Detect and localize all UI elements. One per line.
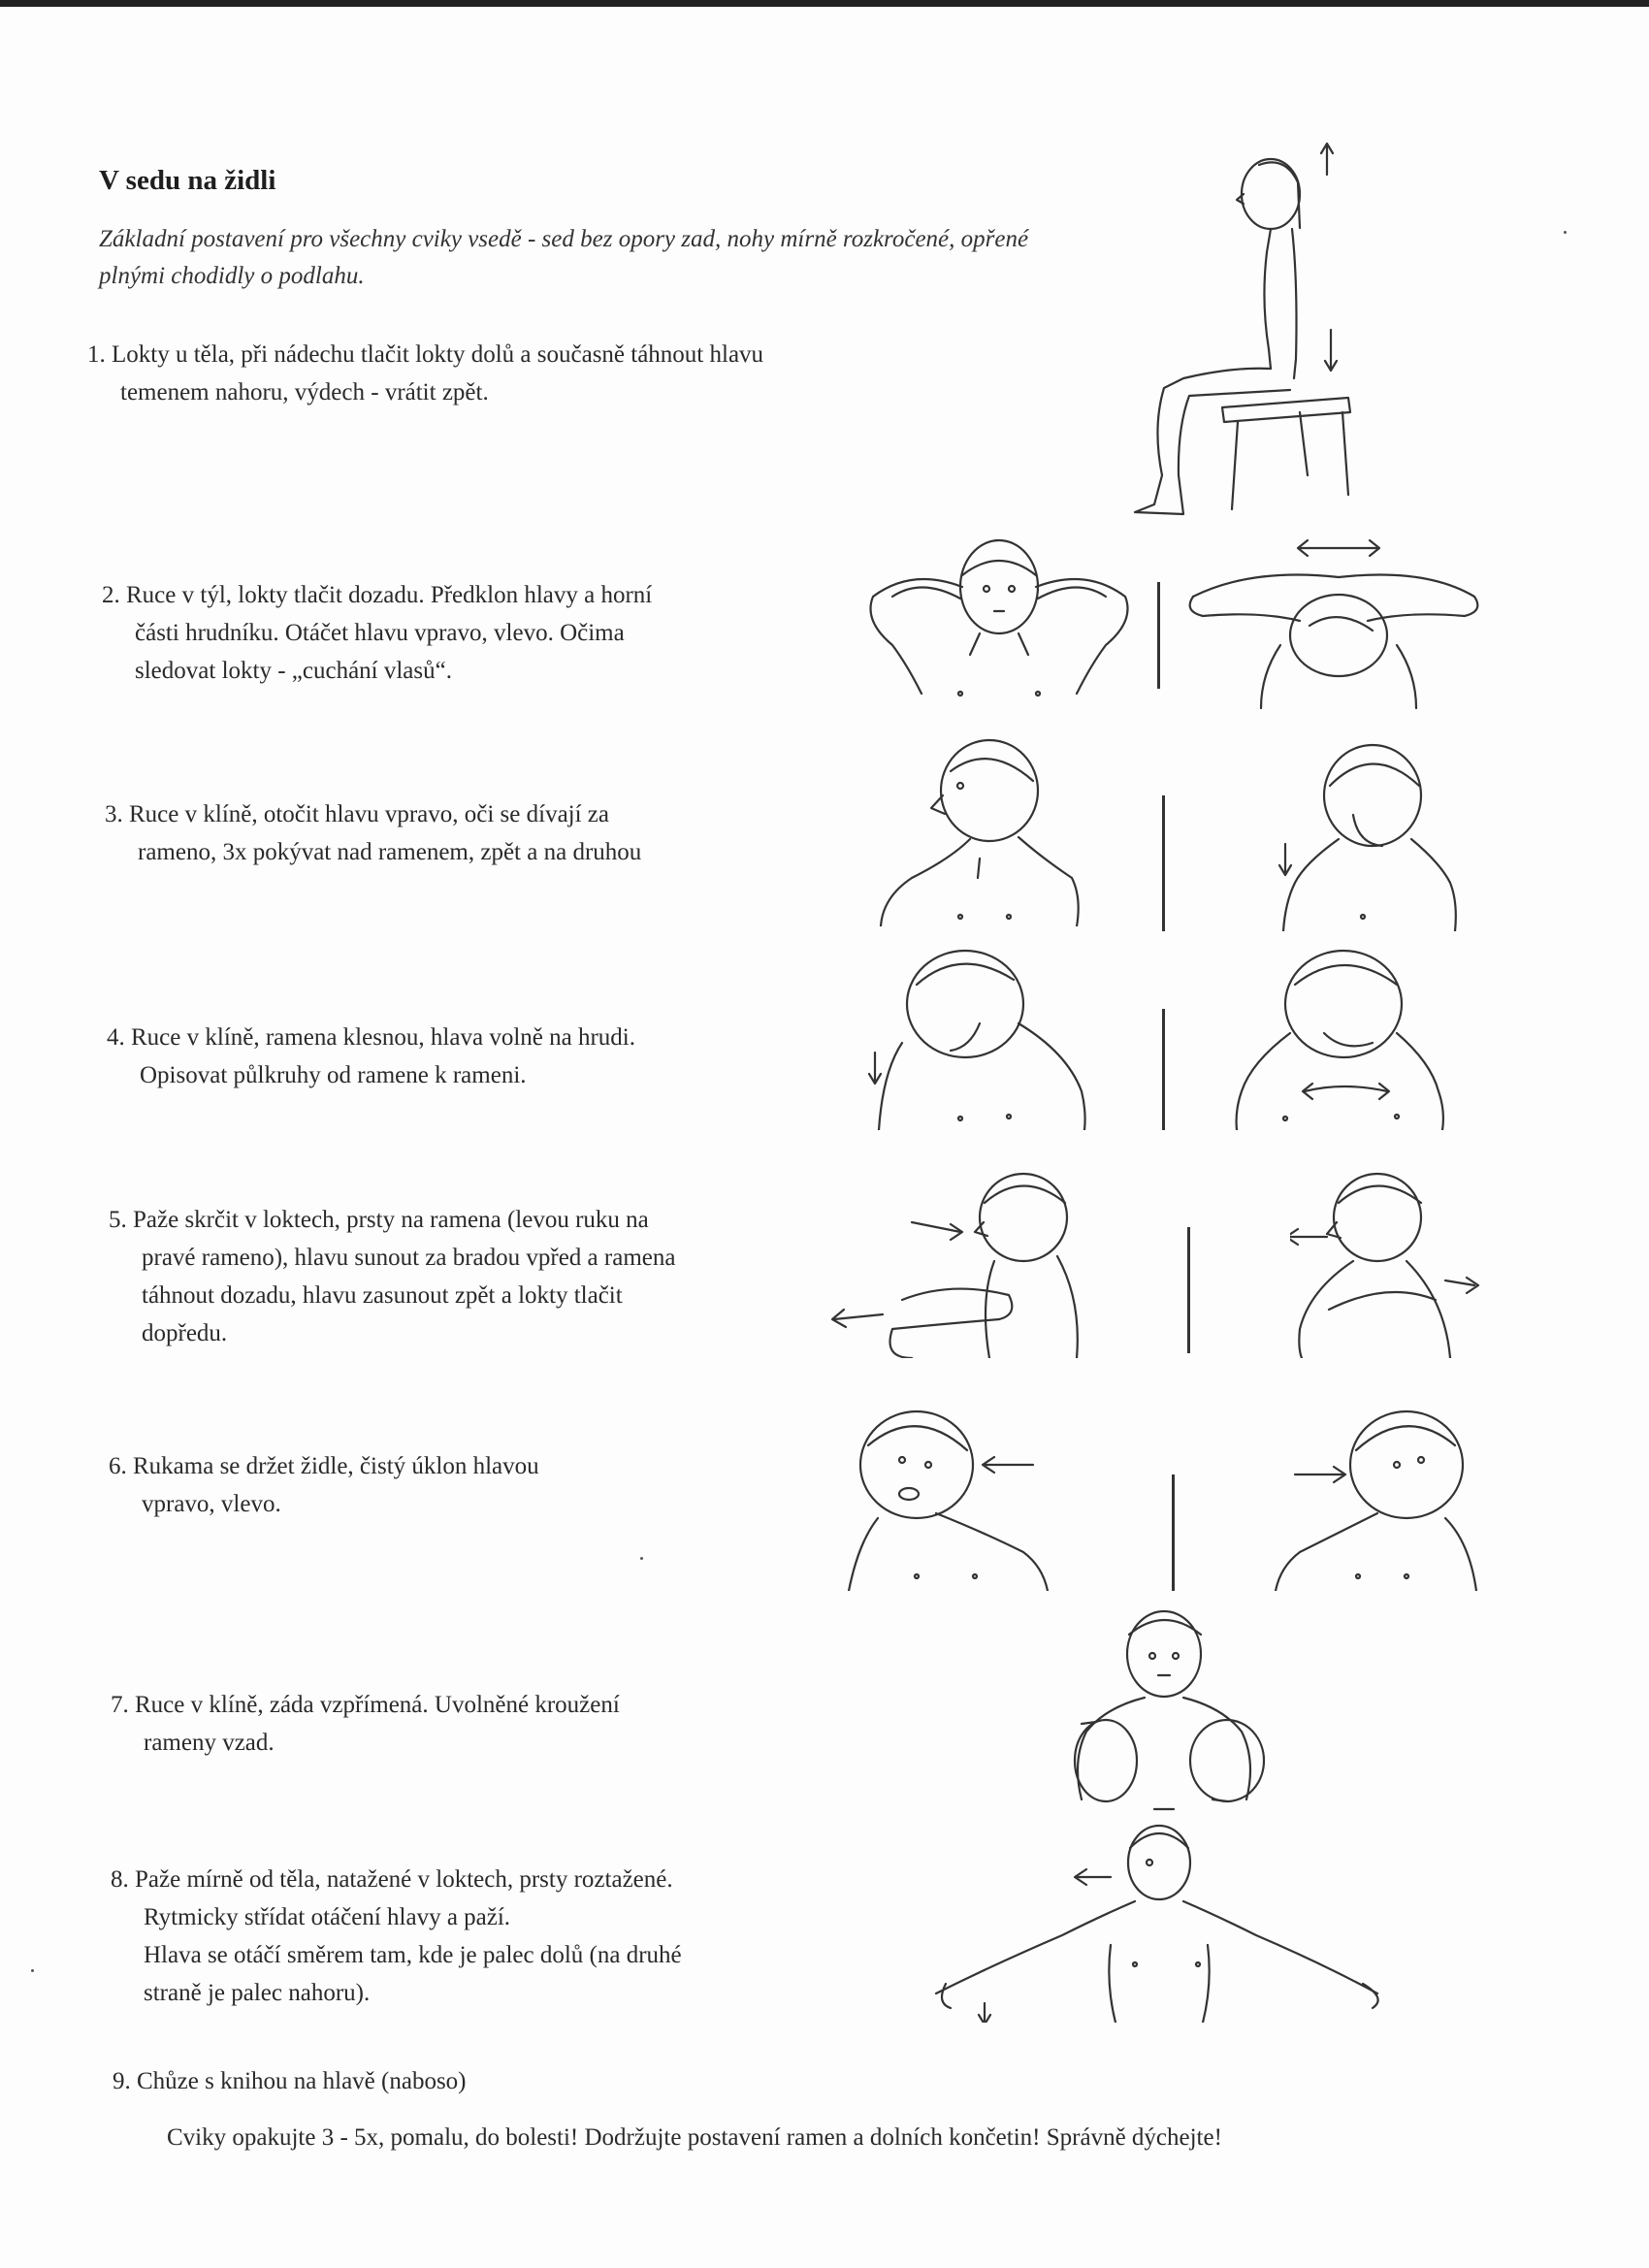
exercise-line: sledovat lokty - „cuchání vlasů“.	[135, 658, 452, 684]
exercise-line: Hlava se otáčí směrem tam, kde je palec dolů (na druhé	[144, 1942, 682, 1968]
illustration-head-turn-left	[873, 732, 1086, 926]
scan-speck	[1564, 231, 1567, 234]
exercise-3	[105, 795, 641, 871]
illustration-shoulder-circles	[1057, 1605, 1271, 1814]
exercise-number: 6.	[109, 1453, 127, 1479]
illustration-head-down-right	[1227, 946, 1450, 1130]
exercise-line: Ruce v týl, lokty tlačit dozadu. Předklon hlavy a horní	[126, 582, 653, 608]
exercise-number: 5.	[109, 1207, 127, 1233]
illustration-divider	[1162, 795, 1165, 931]
exercise-9	[113, 2062, 467, 2100]
exercise-line: dopředu.	[142, 1320, 228, 1346]
top-border-line	[0, 0, 1649, 7]
scan-speck	[640, 1557, 643, 1560]
exercise-line: rameny vzad.	[144, 1730, 275, 1756]
exercise-line: Rukama se držet židle, čistý úklon hlavou	[133, 1453, 539, 1479]
illustration-side-tilt-left	[839, 1397, 1072, 1591]
exercise-8	[111, 1861, 682, 2012]
exercise-number: 2.	[102, 582, 120, 608]
exercise-line: temenem nahoru, výdech - vrátit zpět.	[120, 379, 489, 405]
illustration-divider	[1172, 1474, 1175, 1591]
illustration-divider	[1157, 582, 1160, 689]
illustration-head-turn-right	[1266, 737, 1460, 931]
illustration-divider	[1162, 1009, 1165, 1130]
exercise-7	[111, 1686, 620, 1762]
exercise-line: táhnout dozadu, hlavu zasunout zpět a lokty tlačit	[142, 1282, 623, 1309]
intro-text: Základní postavení pro všechny cviky vsedě - sed bez opory zad, nohy mírně rozkročené, opřené plnými chodidly o podlahu.	[99, 226, 1029, 289]
exercise-line: Rytmicky střídat otáčení hlavy a paží.	[144, 1904, 511, 1930]
illustration-chin-forward-right	[1290, 1164, 1494, 1358]
exercise-line: části hrudníku. Otáčet hlavu vpravo, vlevo. Očima	[135, 620, 625, 646]
exercise-line: vpravo, vlevo.	[142, 1491, 281, 1517]
exercise-line: rameno, 3x pokývat nad ramenem, zpět a na druhou	[138, 839, 642, 865]
illustration-head-down-left	[863, 946, 1096, 1130]
exercise-2	[102, 576, 652, 690]
exercise-line: Paže mírně od těla, natažené v loktech, prsty roztažené.	[135, 1866, 673, 1893]
exercise-line: pravé rameno), hlavu sunout za bradou vpřed a ramena	[142, 1245, 676, 1271]
exercise-6	[109, 1447, 539, 1523]
illustration-divider	[1187, 1227, 1190, 1353]
illustration-hands-behind-head-top	[1174, 538, 1494, 713]
footer-note: Cviky opakujte 3 - 5x, pomalu, do bolesti! Dodržujte postavení ramen a dolních končetin! Správně dýchejte!	[167, 2124, 1222, 2151]
exercise-4	[107, 1019, 635, 1094]
scan-speck	[31, 1969, 34, 1972]
illustration-arms-extended	[917, 1819, 1392, 2023]
page-title: V sedu na židli	[99, 165, 276, 196]
exercise-line: Opisovat půlkruhy od ramene k rameni.	[140, 1062, 527, 1088]
illustration-side-tilt-right	[1261, 1397, 1494, 1591]
exercise-number: 1.	[87, 341, 106, 368]
exercise-number: 4.	[107, 1024, 125, 1051]
exercise-number: 9.	[113, 2068, 131, 2094]
exercise-1	[87, 336, 763, 411]
exercise-line: Lokty u těla, při nádechu tlačit lokty dolů a současně táhnout hlavu	[112, 341, 764, 368]
exercise-line: Ruce v klíně, otočit hlavu vpravo, oči se dívají za	[129, 801, 609, 827]
exercise-line: Chůze s knihou na hlavě (naboso)	[137, 2068, 467, 2094]
exercise-line: Ruce v klíně, ramena klesnou, hlava volně na hrudi.	[131, 1024, 635, 1051]
exercise-5	[109, 1201, 675, 1352]
exercise-number: 3.	[105, 801, 123, 827]
illustration-hands-behind-head-front	[854, 529, 1145, 713]
illustration-chin-forward-left	[824, 1164, 1086, 1358]
illustration-seated-posture	[1125, 136, 1377, 534]
exercise-line: straně je palec nahoru).	[144, 1980, 371, 2006]
exercise-line: Ruce v klíně, záda vzpřímená. Uvolněné kroužení	[135, 1692, 620, 1718]
exercise-line: Paže skrčit v loktech, prsty na ramena (levou ruku na	[133, 1207, 649, 1233]
exercise-number: 7.	[111, 1692, 129, 1718]
exercise-number: 8.	[111, 1866, 129, 1893]
